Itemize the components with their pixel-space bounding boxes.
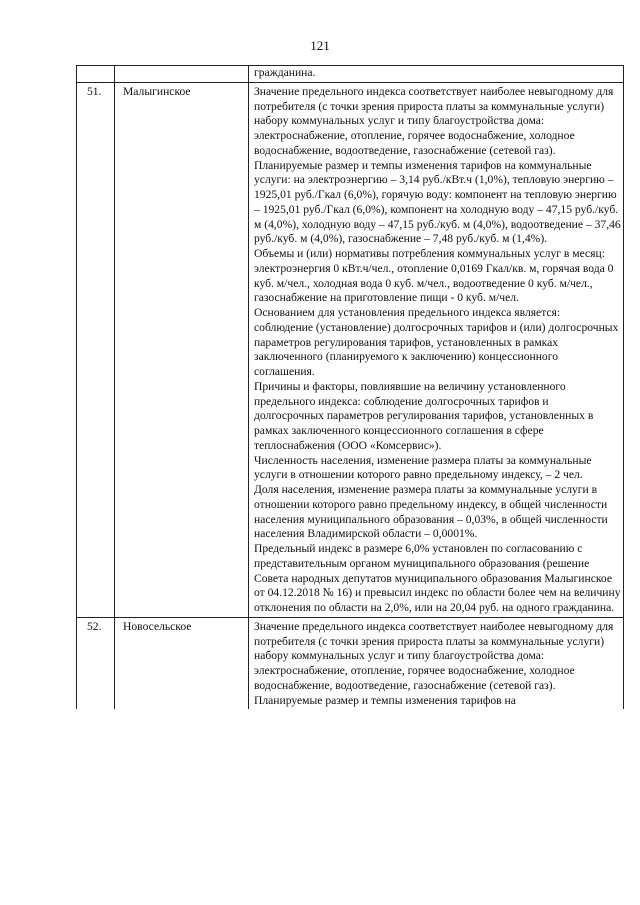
population-count-paragraph: Численность населения, изменение размера платы за коммунальные услуги в отношении которого равно предельному индексу, – 2 чел.: [254, 453, 592, 482]
basis-paragraph: Основанием для установления предельного индекса является: соблюдение (установление) долгосрочных тарифов и (или) долгосрочных параметров регулирования тарифов, установленных в рамках заключенного (планируемого к заключению) концессионного соглашения.: [254, 306, 619, 378]
row-number-cell: 52.: [77, 617, 115, 709]
description-cell: [249, 82, 624, 617]
tariff-plan-paragraph: Планируемые размер и темпы изменения тарифов на: [254, 693, 516, 707]
consumption-volume-paragraph: Объемы и (или) нормативы потребления коммунальных услуг в месяц: электроэнергия 0 кВт.ч/чел., отопление 0,0169 Гкал/кв. м, горячая вода 0 куб. м/чел., холодная вода 0 куб. м/чел., водоотведение 0 куб. м/чел., газоснабжение на приготовление пищи - 0 куб. м/чел.: [254, 247, 614, 305]
table-row-51: [77, 82, 624, 617]
table-row-continuation: [77, 66, 624, 83]
population-share-paragraph: Доля населения, изменение размера платы за коммунальные услуги в отношении которого равно предельному индексу, в общей численности населения муниципального образования – 0,03%, в общей численности населения Владимирской области – 0,0001%.: [254, 483, 608, 541]
municipality-name-cell: Новосельское: [115, 617, 249, 709]
description-cell: [249, 617, 624, 709]
row-number-cell: 51.: [77, 82, 115, 617]
table-row-52: [77, 617, 624, 709]
tariff-plan-paragraph: Планируемые размер и темпы изменения тарифов на коммунальные услуги: на электроэнергию – 3,14 руб./кВт.ч (1,0%), тепловую энергию – 1925,01 руб./Гкал (6,0%), горячую воду: компонент на тепловую энергию – 1925,01 руб./Гкал (6,0%), компонент на холодную воду – 47,15 руб./куб. м (4,0%), холодную воду – 47,15 руб./куб. м (4,0%), водоотведение – 37,46 руб./куб. м (4,0%), газоснабжение – 7,48 руб./куб. м (1,4%).: [254, 158, 621, 246]
municipality-name-cell: [115, 66, 249, 83]
tariff-table: [76, 65, 624, 709]
reasons-paragraph: Причины и факторы, повлиявшие на величину установленного предельного индекса: соблюдение долгосрочных тарифов и долгосрочных параметров регулирования тарифов, установленных в рамках заключенного концессионного соглашения в сфере теплоснабжения (ООО «Комсервис»).: [254, 379, 594, 452]
row-number-cell: [77, 66, 115, 83]
index-value-paragraph: Значение предельного индекса соответствует наиболее невыгодному для потребителя (с точки зрения прироста платы за коммунальные услуги) набору коммунальных услуг и типу благоустройства дома: электроснабжение, отопление, горячее водоснабжение, холодное водоснабжение, водоотведение, газоснабжение (сетевой газ).: [254, 619, 614, 692]
description-cell: гражданина.: [249, 66, 624, 83]
page-number: 121: [310, 38, 330, 53]
approval-paragraph: Предельный индекс в размере 6,0% установлен по согласованию с представительным органом муниципального образования (решение Совета народных депутатов муниципального образования Малыгинское от 04.12.2018 № 16) и превысил индекс по области более чем на величину отклонения по области на 2,0%, или на 20,04 руб. на одного гражданина.: [254, 542, 621, 614]
index-value-paragraph: Значение предельного индекса соответствует наиболее невыгодному для потребителя (с точки зрения прироста платы за коммунальные услуги) набору коммунальных услуг и типу благоустройства дома: электроснабжение, отопление, горячее водоснабжение, холодное водоснабжение, водоотведение, газоснабжение (сетевой газ).: [254, 84, 614, 157]
municipality-name-cell: Малыгинское: [115, 82, 249, 617]
